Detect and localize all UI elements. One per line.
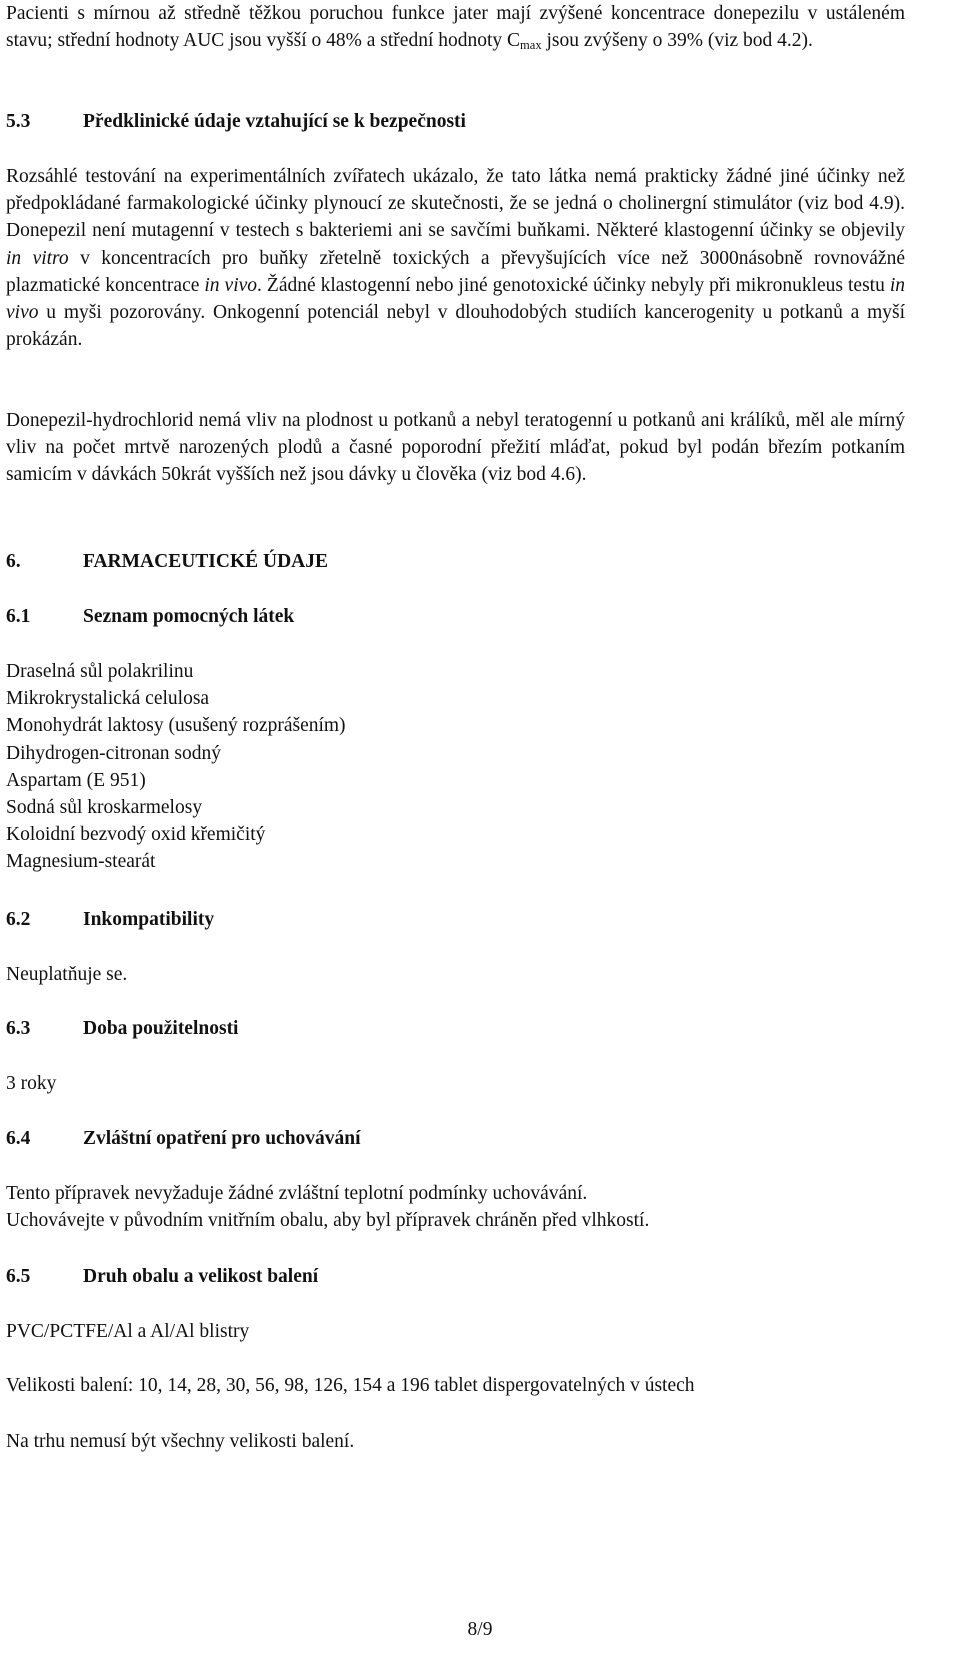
storage-text: [6, 1180, 649, 1234]
list-item: Koloidní bezvodý oxid křemičitý: [6, 824, 266, 846]
safety-paragraph-2: Donepezil-hydrochlorid nemá vliv na plodnost u potkanů a nebyl teratogenní u potkanů ani králíků, měl ale mírný vliv na počet mrtvě narozených plodů a časné poporodní přežití mláďat, pokud byl podán březím potkaním samicím v dávkách 50krát vyšších než jsou dávky u člověka (viz bod 4.6).: [6, 410, 905, 486]
safety-paragraph-1: [6, 163, 905, 353]
section-title: Předklinické údaje vztahující se k bezpečnosti: [83, 111, 466, 132]
section-number: 5.3: [6, 111, 31, 132]
page-number: 8/9: [467, 1619, 493, 1640]
text-run: v koncentracích pro buňky zřetelně toxických a převyšujících více než 3000násobně rovnovážné plazmatické koncentrace: [6, 247, 905, 296]
section-title: Doba použitelnosti: [83, 1018, 239, 1039]
storage-line: Tento přípravek nevyžaduje žádné zvláštní teplotní podmínky uchovávání.: [6, 1183, 588, 1204]
text-run: . Žádné klastogenní nebo jiné genotoxické účinky nebyly při mikronukleus testu: [257, 274, 890, 296]
list-item: Sodná sůl kroskarmelosy: [6, 797, 203, 819]
list-item: Monohydrát laktosy (usušený rozprášením): [6, 715, 346, 737]
italic-term: in vitro: [6, 247, 69, 269]
section-number: 6.: [6, 551, 21, 572]
section-title: Inkompatibility: [83, 909, 215, 930]
intro-paragraph: [6, 0, 905, 60]
package-type-text: PVC/PCTFE/Al a Al/Al blistry: [6, 1321, 250, 1342]
section-title: Zvláštní opatření pro uchovávání: [83, 1128, 361, 1149]
section-number: 6.5: [6, 1266, 31, 1287]
shelf-life-text: 3 roky: [6, 1073, 57, 1094]
section-6-2-heading: [6, 906, 214, 933]
section-title: Seznam pomocných látek: [83, 606, 295, 627]
section-6-4-heading: [6, 1125, 361, 1152]
list-item: Mikrokrystalická celulosa: [6, 688, 210, 710]
list-item: Aspartam (E 951): [6, 769, 146, 791]
excipients-list: [6, 658, 346, 876]
section-5-3-heading: [6, 108, 466, 135]
section-6-heading: [6, 548, 328, 575]
intro-subscript: max: [520, 38, 542, 53]
italic-term: in vivo: [204, 274, 258, 296]
section-number: 6.1: [6, 606, 31, 627]
storage-line: Uchovávejte v původním vnitřním obalu, aby byl přípravek chráněn před vlhkostí.: [6, 1210, 650, 1232]
intro-text-b: jsou zvýšeny o 39% (viz bod 4.2).: [541, 30, 813, 52]
section-6-1-heading: [6, 603, 294, 630]
market-note-text: Na trhu nemusí být všechny velikosti balení.: [6, 1431, 355, 1452]
list-item: Draselná sůl polakrilinu: [6, 661, 194, 682]
list-item: Magnesium-stearát: [6, 851, 156, 873]
section-title: Druh obalu a velikost balení: [83, 1266, 319, 1287]
section-title: FARMACEUTICKÉ ÚDAJE: [83, 551, 329, 572]
section-number: 6.3: [6, 1018, 31, 1039]
package-sizes-text: Velikosti balení: 10, 14, 28, 30, 56, 98, 126, 154 a 196 tablet dispergovatelných v ústech: [6, 1375, 695, 1396]
text-run: Rozsáhlé testování na experimentálních zvířatech ukázalo, že tato látka nemá prakticky žádné jiné účinky než předpokládané farmakologické účinky plynoucí ze skutečnosti, že se jedná o cholinergní stimulátor (viz bod 4.9). Donepezil není mutagenní v testech s bakteriemi ani se savčími buňkami. Některé klastogenní účinky se objevily: [6, 166, 905, 242]
intro-text-a: Pacienti s mírnou až středně těžkou poruchou funkce jater mají zvýšené koncentrace donepezilu v ustáleném stavu; střední hodnoty AUC jsou vyšší o 48% a střední hodnoty C: [6, 3, 905, 52]
italic-term: in vivo: [6, 274, 906, 324]
incompatibility-text: Neuplatňuje se.: [6, 964, 128, 985]
section-number: 6.2: [6, 909, 31, 930]
section-6-3-heading: [6, 1015, 238, 1042]
section-6-5-heading: [6, 1263, 318, 1290]
text-run: u myši pozorovány. Onkogenní potenciál nebyl v dlouhodobých studiích kancerogenity u potkanů a myší prokázán.: [6, 302, 905, 351]
section-number: 6.4: [6, 1128, 31, 1149]
list-item: Dihydrogen-citronan sodný: [6, 742, 221, 764]
